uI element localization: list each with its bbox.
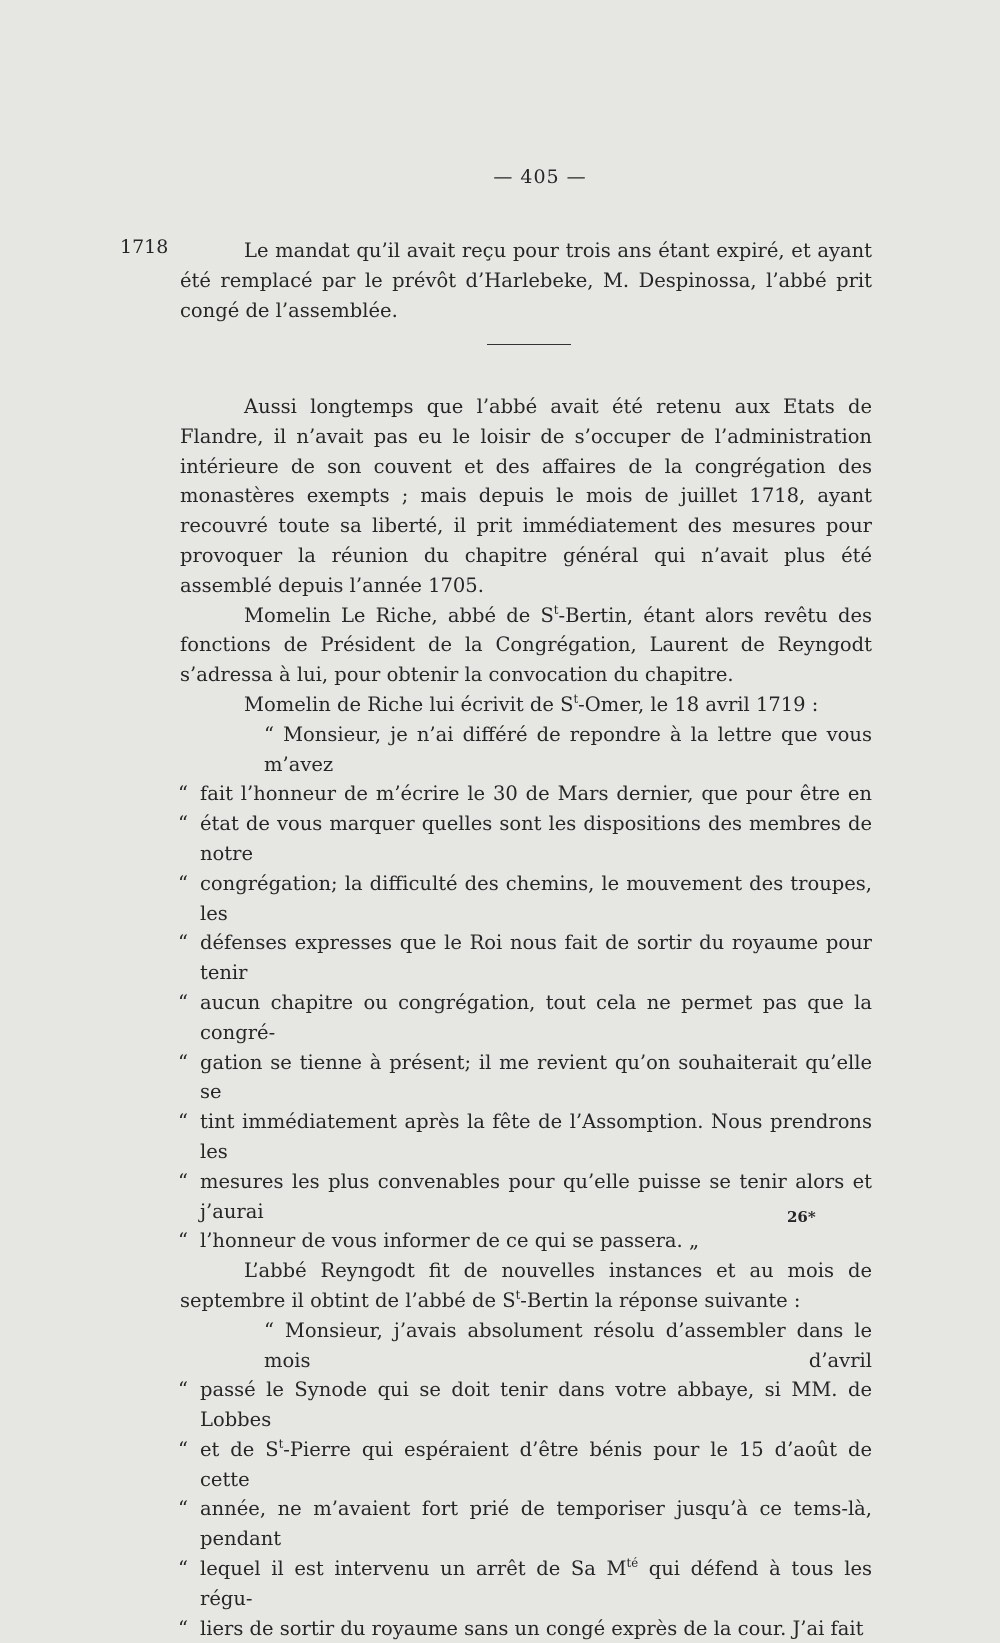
letter-line-text: -Pierre qui espéraient d’être bénis pour le 15 d’août de cette: [200, 1437, 872, 1491]
quote-mark: “: [264, 722, 284, 746]
letter-line-text: tint immédiatement après la fête de l’Assomption. Nous prendrons les: [200, 1110, 872, 1163]
letter-line: [180, 988, 872, 1048]
letter-line: [180, 779, 872, 809]
letter-line-text: Monsieur, je n’ai différé de repondre à la lettre que vous m’avez: [264, 722, 872, 776]
letter-line-text: passé le Synode qui se doit tenir dans votre abbaye, si MM. de Lobbes: [200, 1378, 872, 1432]
margin-year: 1718: [120, 236, 169, 258]
letter-line-text: mesures les plus convenables pour qu’elle puisse se tenir alors et j’aurai: [200, 1169, 872, 1223]
letter-line-text: liers de sortir du royaume sans un congé exprès de la cour. J’ai fait: [200, 1616, 864, 1640]
paragraph-4: Momelin de Riche lui écrivit de $S^t$-Omer, le 18 avril 1719 :: [244, 691, 819, 716]
quote-mark: “: [178, 1110, 188, 1134]
letter-line: [180, 1375, 872, 1435]
letter-line-text: année, ne m’avaient fort prié de temporiser jusqu’à ce tems-là, pendant: [200, 1497, 872, 1551]
letter-line-text: aucun chapitre ou congrégation, tout cela ne permet pas que la congré-: [200, 990, 872, 1044]
text-block-main: [180, 392, 872, 1643]
quote-mark: “: [178, 931, 188, 955]
text-block-top: [180, 236, 872, 325]
quote-mark: “: [178, 1378, 188, 1402]
letter-line-text: gation se tienne à présent; il me revient qu’on souhaiterait qu’elle se: [200, 1050, 872, 1104]
paragraph-5: L’abbé Reyngodt fit de nouvelles instances et au mois de septembre il obtint de l’abbé de $S^t$-Bertin la réponse suivante :: [180, 1259, 872, 1312]
quote-mark: “: [178, 1229, 188, 1253]
letter-quote-2: [180, 1316, 872, 1643]
letter-line: [180, 869, 872, 929]
letter-line: [180, 1107, 872, 1167]
letter-line: [180, 1614, 872, 1643]
letter-line-text: lequel il est intervenu un arrêt de Sa M: [200, 1557, 627, 1581]
letter-line-text: congrégation; la difficulté des chemins, le mouvement des troupes, les: [200, 871, 872, 925]
letter-quote-1: [180, 720, 872, 1256]
paragraph-3: Momelin Le Riche, abbé de $S^t$-Bertin, étant alors revêtu des fonctions de Président de la Congrégation, Laurent de Reyngodt s’adressa à lui, pour obtenir la convocation du chapitre.: [180, 602, 872, 687]
quote-mark: “: [178, 1616, 188, 1640]
quote-mark: “: [178, 1437, 188, 1461]
quote-mark: “: [178, 990, 188, 1014]
letter-line-text: défenses expresses que le Roi nous fait de sortir du royaume pour tenir: [200, 931, 872, 985]
letter-line-text: Monsieur, j’avais absolument résolu d’assembler dans le mois d’avril: [264, 1318, 872, 1372]
letter-line: [180, 1048, 872, 1108]
letter-line: [180, 1167, 872, 1227]
letter-line-text: l’honneur de vous informer de ce qui se passera. „: [200, 1229, 700, 1253]
letter-line: [180, 1554, 872, 1614]
section-divider: [487, 344, 571, 345]
letter-line: [180, 1494, 872, 1554]
paragraph-2: Aussi longtemps que l’abbé avait été retenu aux Etats de Flandre, il n’avait pas eu le loisir de s’occuper de l’administration intérieure de son couvent et des affaires de la congrégation des monastères exempts ; mais depuis le mois de juillet 1718, ayant recouvré toute sa liberté, il prit immédiatement des mesures pour provoquer la réunion du chapitre général qui n’avait plus été assemblé depuis l’année 1705.: [180, 395, 872, 597]
quote-mark: “: [178, 1497, 188, 1521]
letter-line: [180, 928, 872, 988]
quote-mark: “: [264, 1318, 285, 1342]
paragraph-1: Le mandat qu’il avait reçu pour trois ans étant expiré, et ayant été remplacé par le prévôt d’Harlebeke, M. Despinossa, l’abbé prit congé de l’assemblée.: [180, 239, 872, 322]
quote-mark: “: [178, 1557, 188, 1581]
signature-mark: 26*: [787, 1208, 816, 1226]
superscript: té: [626, 1555, 639, 1570]
superscript: t: [278, 1436, 284, 1451]
letter-line: [180, 1316, 872, 1376]
letter-line-text: et de S: [200, 1437, 279, 1461]
quote-mark: “: [178, 812, 188, 836]
letter-line-text: qui défend à tous les régu-: [200, 1557, 872, 1610]
page-number: — 405 —: [493, 166, 587, 188]
quote-mark: “: [178, 871, 188, 895]
letter-line-text: fait l’honneur de m’écrire le 30 de Mars dernier, que pour être en: [200, 782, 872, 806]
quote-mark: “: [178, 1050, 188, 1074]
letter-line: [180, 809, 872, 869]
letter-line-text: état de vous marquer quelles sont les dispositions des membres de notre: [200, 812, 872, 865]
letter-line: [180, 1226, 872, 1256]
letter-line: [180, 720, 872, 780]
quote-mark: “: [178, 1169, 188, 1193]
quote-mark: “: [178, 782, 188, 806]
